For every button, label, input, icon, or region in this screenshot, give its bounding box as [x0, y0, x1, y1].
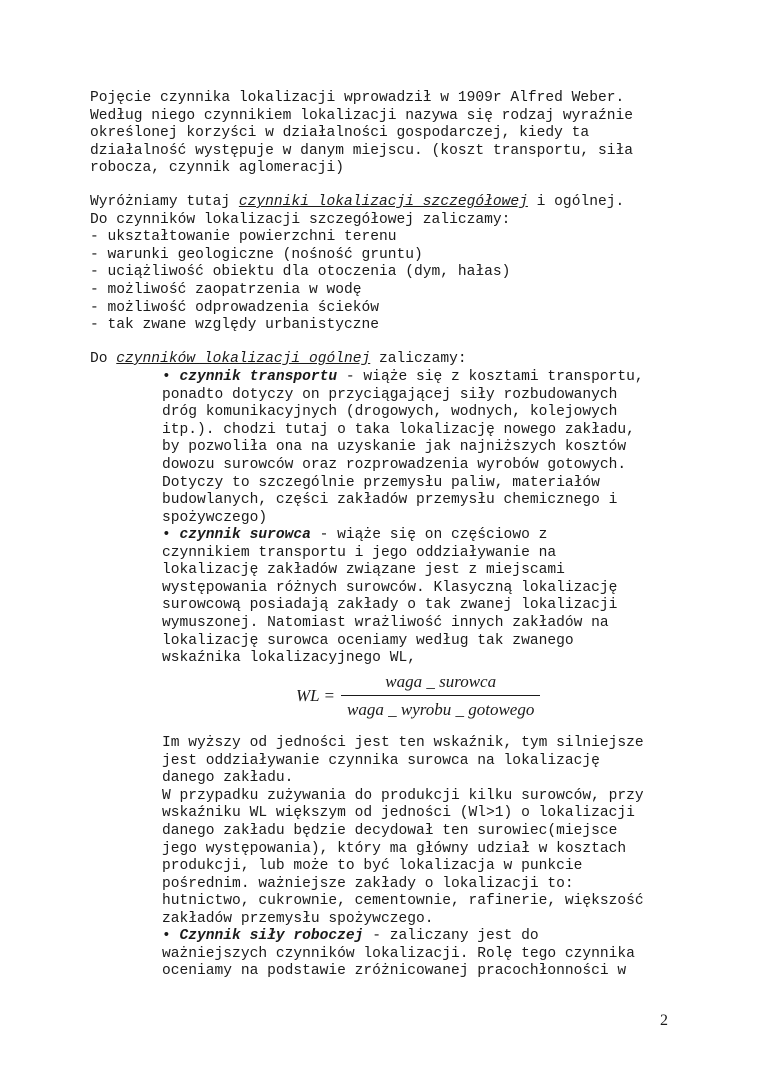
bullet-raw-material-text: czynnikiem transportu i jego oddziaływanie na lokalizację zakładów związane jest z miejscami występowania różnych surowców. Klasyczną lokalizację surowcową posiadają zakłady o tak zwanej lokalizacji wymuszonej. Natomiast wrażliwość innych zakładów na lokalizację surowca oceniamy według tak zwanego wskaźnika lokalizacyjnego WL, [162, 544, 618, 667]
detailed-factors-paragraph [90, 194, 624, 335]
bullet-transport-text: ponadto dotyczy on przyciągającej siły rozbudowanych dróg komunikacyjnych (drogowych, wodnych, kolejowych itp.). chodzi tutaj o taka lokalizację nowego zakładu, by pozwoliła ona na uzyskanie jak najniższych kosztów dowozu surowców oraz rozprowadzenia wyrobów gotowych. Dotyczy to szczególnie przemysłu paliw, materiałów budowlanych, części zakładów przemysłu chemicznego i spożywczego) [162, 386, 635, 526]
intro-paragraph: Pojęcie czynnika lokalizacji wprowadził w 1909r Alfred Weber. Według niego czynnikiem lokalizacji nazywa się rodzaj wyraźnie określonej korzyści w działalności gospodarczej, kiedy ta działalność występuje w danym miejscu. (koszt transportu, siła robocza, czynnik aglomeracji) [90, 90, 633, 177]
wl-formula [296, 672, 540, 720]
bullet-labor [162, 928, 635, 981]
formula-numerator: waga _ surowca [385, 672, 497, 691]
bullet-transport-first-line: - wiąże się z kosztami transportu, [337, 369, 644, 385]
general-factors-heading [90, 351, 467, 369]
bullet-raw-material [162, 527, 617, 668]
detailed-factors-lead: Wyróżniamy tutaj [90, 194, 239, 210]
detailed-factors-term: czynniki lokalizacji szczegółowej [238, 194, 528, 210]
formula-fraction [341, 672, 540, 720]
bullet-marker: • [162, 928, 180, 944]
formula-explanation: Im wyższy od jedności jest ten wskaźnik, tym silniejsze jest oddziaływanie czynnika surowca na lokalizację danego zakładu. W przypadku zużywania do produkcji kilku surowców, przy wskaźniku WL większym od jedności (Wl>1) o lokalizacji danego zakładu będzie decydował ten surowiec(miejsce jego występowania), który ma główny udział w kosztach produkcji, lub może to być lokalizacja w punkcie pośrednim. ważniejsze zakłady o lokalizacji to: hutnictwo, cukrownie, cementownie, rafinerie, większość zakładów przemysłu spożywczego. [162, 735, 644, 927]
detailed-factors-tail: i ogólnej. [527, 194, 625, 210]
bullet-labor-text: ważniejszych czynników lokalizacji. Rolę tego czynnika oceniamy na podstawie zróżnicowanej pracochłonności w [162, 945, 635, 980]
bullet-marker: • [162, 369, 180, 385]
formula-denominator: waga _ wyrobu _ gotowego [341, 695, 540, 720]
general-factors-lead: Do [90, 351, 117, 367]
bullet-raw-material-title: czynnik surowca [179, 527, 311, 543]
page-number: 2 [660, 1012, 668, 1029]
bullet-marker: • [162, 527, 180, 543]
bullet-transport-title: czynnik transportu [179, 369, 338, 385]
formula-lhs: WL = [296, 686, 336, 705]
bullet-labor-first-line: - zaliczany jest do [363, 928, 539, 944]
general-factors-term: czynników lokalizacji ogólnej [116, 351, 371, 367]
detailed-factors-list: Do czynników lokalizacji szczegółowej zaliczamy: - ukształtowanie powierzchni terenu - warunki geologiczne (nośność gruntu) - uciążliwość obiektu dla otoczenia (dym, hałas) - możliwość zaopatrzenia w wodę - możliwość odprowadzenia ścieków - tak zwane względy urbanistyczne [90, 211, 511, 334]
bullet-labor-title: Czynnik siły roboczej [179, 928, 364, 944]
general-factors-tail: zaliczamy: [370, 351, 467, 367]
bullet-transport [162, 369, 644, 527]
bullet-raw-material-first-line: - wiąże się on częściowo z [310, 527, 548, 543]
